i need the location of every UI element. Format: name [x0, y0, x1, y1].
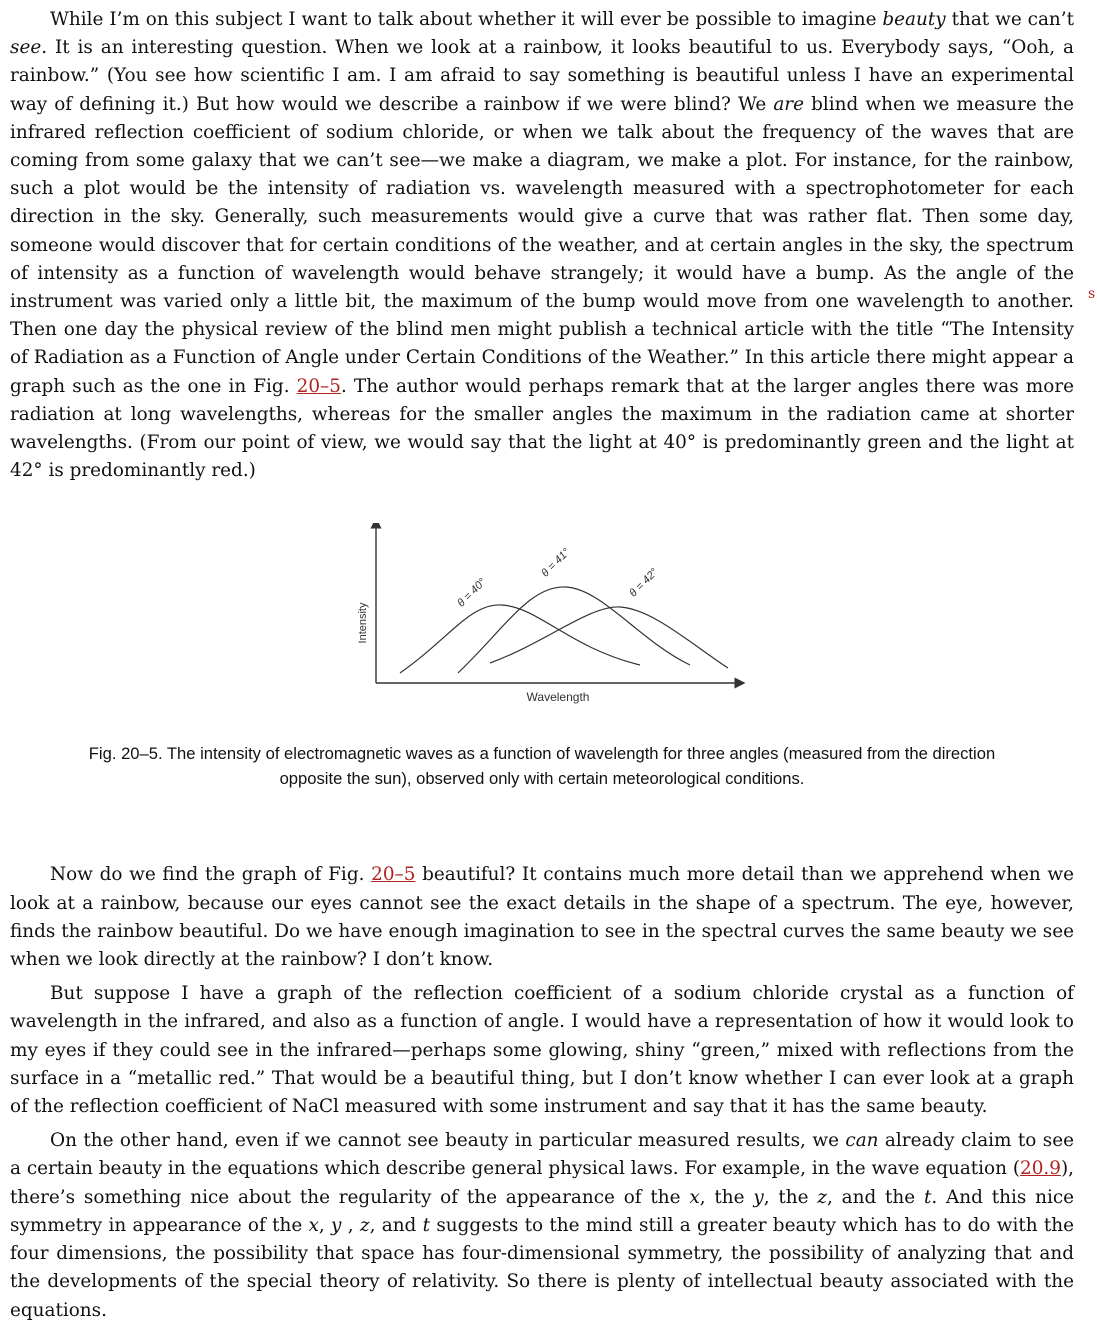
- curve-theta-40: [400, 605, 640, 673]
- margin-mark: s: [1088, 286, 1096, 302]
- paragraph-4-text: ,: [318, 1214, 332, 1236]
- variable-t: t: [422, 1214, 431, 1236]
- paragraph-1-text: that we can’t: [945, 9, 1074, 30]
- emphasis-see: see.: [10, 37, 48, 59]
- paragraph-1-text: . The author would perhaps remark that at the larger angles there was more radiation at long wavelengths, whereas for the smaller angles the maximum in the radiation came at shorter wavelengths. (From our point of view, we would say that the light at 40° is predominantly green and the light at 42° is predominantly red.): [10, 375, 1074, 482]
- emphasis-are: are: [773, 93, 804, 115]
- curve-theta-42: [490, 607, 728, 668]
- variable-x: x: [689, 1186, 700, 1208]
- variable-y: y: [753, 1186, 764, 1208]
- paragraph-4: [10, 1127, 1074, 1324]
- equation-20-9-link[interactable]: 20.9: [1020, 1158, 1061, 1180]
- variable-z: z: [359, 1214, 370, 1236]
- paragraph-1: [10, 6, 1074, 485]
- paragraph-4-text: suggests to the mind still a greater beauty which has to do with the four dimensions, the possibility that space has four-dimensional symmetry, the possibility of analyzing that and the developments of the special theory of relativity. So there is plenty of intellectual beauty associated with the equations.: [10, 1214, 1074, 1321]
- x-axis-label: Wavelength: [526, 690, 590, 705]
- variable-y: y: [331, 1214, 342, 1236]
- paragraph-3: [10, 980, 1074, 1121]
- paragraph-4-text: , the: [763, 1186, 818, 1208]
- emphasis-beauty: beauty: [882, 9, 946, 30]
- paragraph-2: [10, 861, 1074, 974]
- variable-t: t: [923, 1186, 932, 1208]
- intensity-wavelength-plot: [340, 523, 760, 713]
- curve-theta-41: [458, 587, 690, 673]
- document-page: [10, 6, 1074, 1325]
- emphasis-can: can: [845, 1130, 879, 1152]
- paragraph-4-text: , and: [369, 1214, 423, 1236]
- paragraph-2-text: beautiful? It contains much more detail than we apprehend when we look at a rainbow, because our eyes cannot see the exact details in the shape of a spectrum. The eye, however, finds the rainbow beautiful. Do we have enough imagination to see in the spectral curves the same beauty we see when we look directly at the rainbow? I don’t know.: [10, 864, 1074, 971]
- figure-caption: [10, 741, 1074, 791]
- paragraph-3-text: But suppose I have a graph of the reflection coefficient of a sodium chloride crystal as a function of wavelength in the infrared, and also as a function of angle. I would have a representation of how it would look to my eyes if they could see in the infrared—perhaps some glowing, shiny “green,” mixed with reflections from the surface in a “metallic red.” That would be a beautiful thing, but I don’t know whether I can ever look at a graph of the reflection coefficient of NaCl measured with some instrument and say that it has the same beauty.: [10, 983, 1074, 1118]
- paragraph-4-text: , the: [699, 1186, 754, 1208]
- curve-label-41: θ = 41°: [539, 546, 573, 580]
- variable-x: x: [308, 1214, 319, 1236]
- paragraph-2-text: Now do we find the graph of Fig.: [50, 864, 372, 886]
- curve-label-42: θ = 42°: [627, 566, 661, 600]
- figure-caption-line-2: opposite the sun), observed only with certain meteorological conditions.: [279, 769, 805, 789]
- paragraph-4-text: ,: [341, 1214, 360, 1236]
- paragraph-4-text: . And this nice symmetry in appearance of the: [10, 1186, 1075, 1236]
- figure-caption-line-1: Fig. 20–5. The intensity of electromagnetic waves as a function of wavelength for three angles (measured from the direction: [88, 744, 996, 764]
- paragraph-4-text: On the other hand, even if we cannot see beauty in particular measured results, we: [50, 1130, 846, 1152]
- figure-20-5-link[interactable]: 20–5: [371, 864, 416, 886]
- paragraph-4-text: already claim to see a certain beauty in the equations which describe general physical laws. For example, in the wave equation (: [10, 1130, 1075, 1180]
- paragraph-1-text: While I’m on this subject I want to talk about whether it will ever be possible to imagine: [50, 9, 883, 30]
- paragraph-4-text: ), there’s something nice about the regularity of the appearance of the: [10, 1158, 1074, 1208]
- figure-20-5-link[interactable]: 20–5: [296, 375, 341, 397]
- curve-label-40: θ = 40°: [455, 576, 489, 610]
- paragraph-4-text: , and the: [827, 1186, 924, 1208]
- paragraph-1-text: It is an interesting question. When we look at a rainbow, it looks beautiful to us. Everybody says, “Ooh, a rainbow.” (You see how scientific I am. I am afraid to say something is beautiful unless I have an experimental way of defining it.) But how would we describe a rainbow if we were blind? We: [10, 37, 1074, 115]
- variable-z: z: [817, 1186, 827, 1208]
- paragraph-1-text: blind when we measure the infrared reflection coefficient of sodium chloride, or when we talk about the frequency of the waves that are coming from some galaxy that we can’t see—we make a diagram, we make a plot. For instance, for the rainbow, such a plot would be the intensity of radiation vs. wavelength measured with a spectrophotometer for each direction in the sky. Generally, such measurements would give a curve that was rather flat. Then some day, someone would discover that for certain conditions of the weather, and at certain angles in the sky, the spectrum of intensity as a function of wavelength would behave strangely; it would have a bump. As the angle of the instrument was varied only a little bit, the maximum of the bump would move from one wavelength to another. Then one day the physical review of the blind men might publish a technical article with the title “The Intensity of Radiation as a Function of Angle under Certain Conditions of the Weather.” In this article there might appear a graph such as the one in Fig.: [10, 93, 1074, 397]
- figure-20-5: [10, 513, 1074, 833]
- y-axis-label: Intensity: [357, 602, 369, 644]
